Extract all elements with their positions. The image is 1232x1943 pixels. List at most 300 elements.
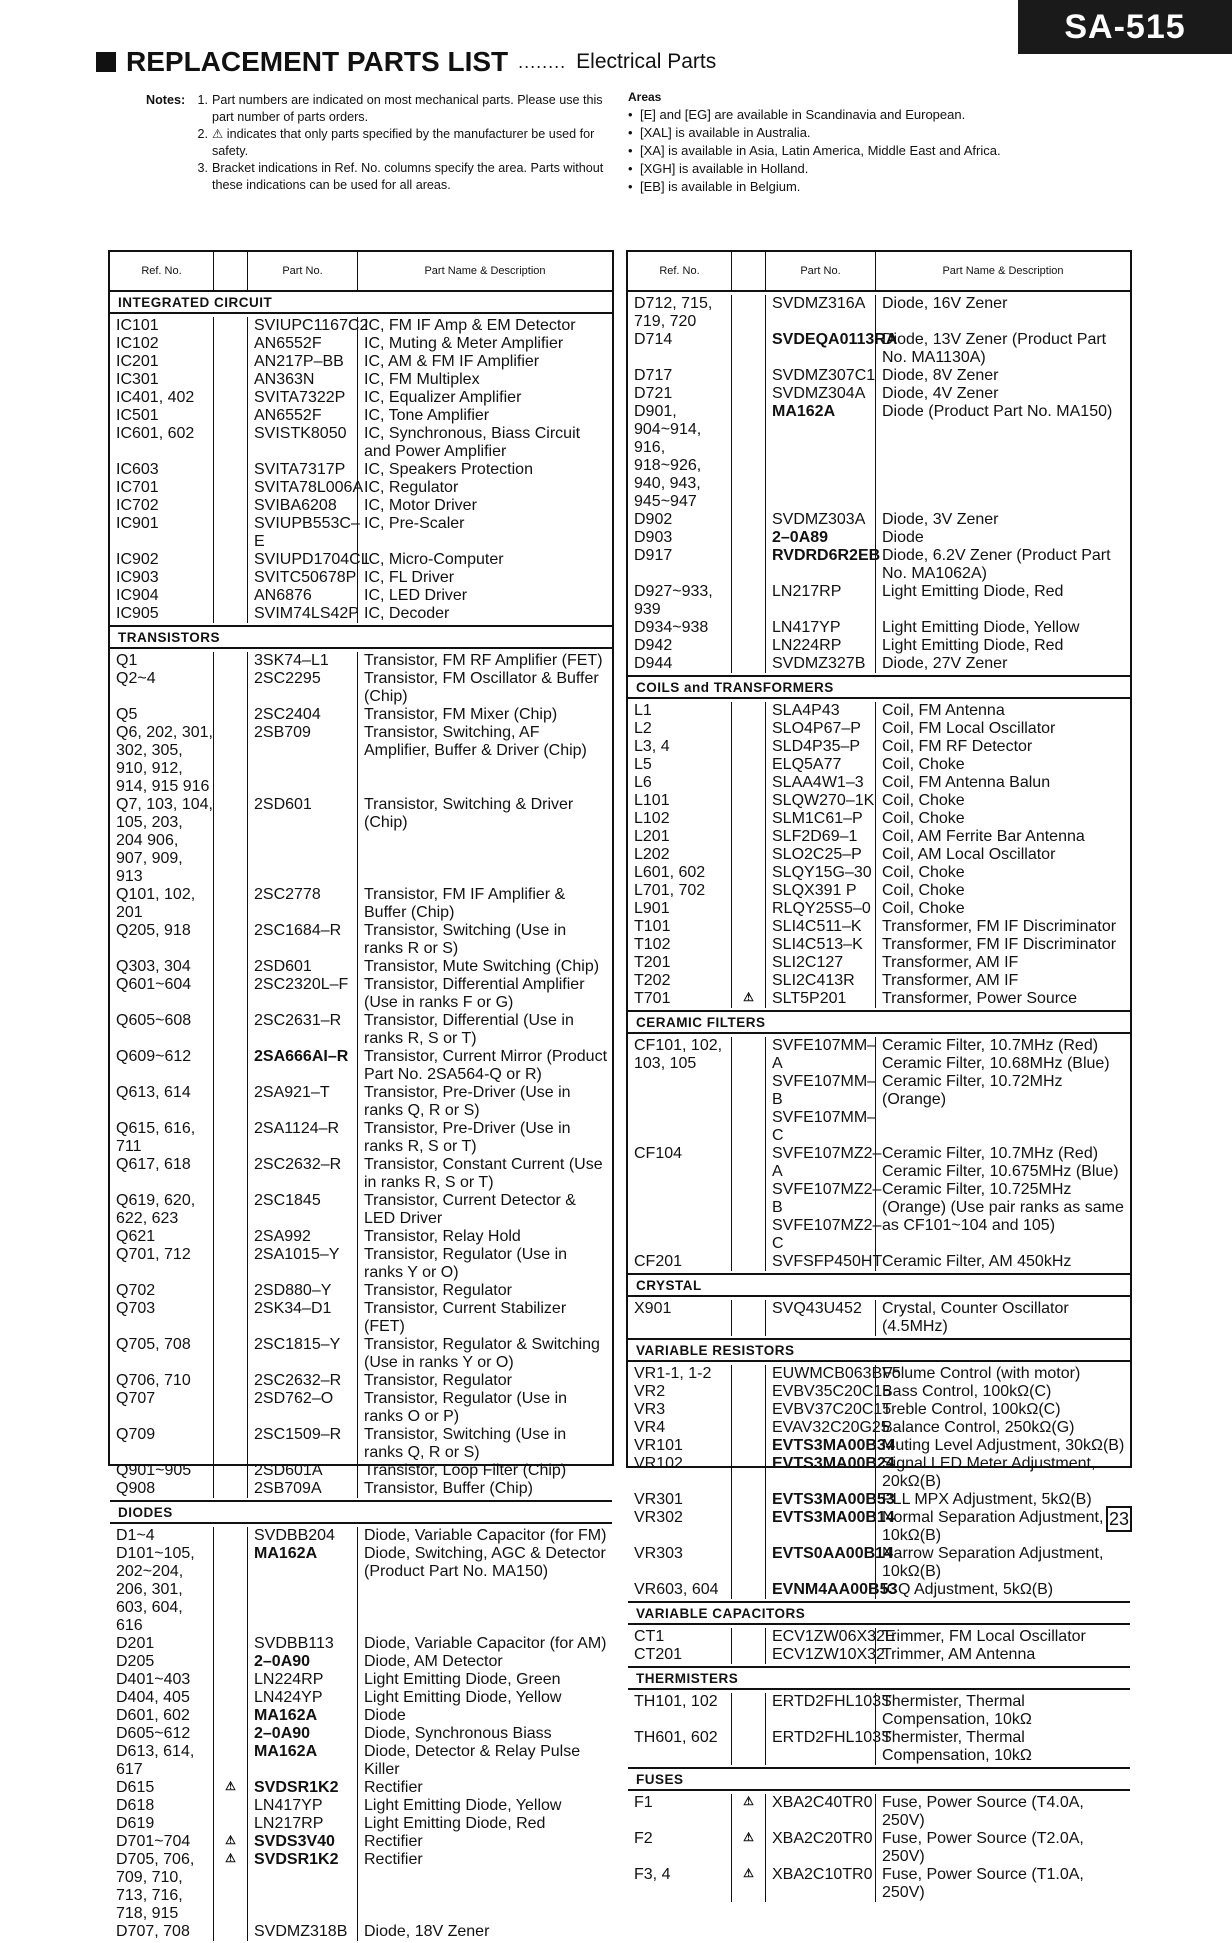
table-row — [628, 1437, 1130, 1455]
part-description: Transistor, Differential (Use in ranks R, S or T) — [364, 1012, 574, 1047]
bullet-icon: • — [628, 125, 633, 140]
section-title: FUSES — [628, 1769, 1130, 1791]
part-no: SLQX391 P — [766, 882, 876, 900]
part-no: ERTD2FHL103S — [766, 1693, 876, 1729]
ref-no: Q1 — [110, 652, 214, 670]
part-description: Transistor, Constant Current (Use in ranks R, S or T) — [364, 1156, 603, 1191]
part-description: Light Emitting Diode, Yellow — [882, 619, 1080, 636]
part-description: Transistor, Mute Switching (Chip) — [364, 958, 600, 975]
part-description: Light Emitting Diode, Red — [882, 583, 1064, 600]
part-no: XBA2C10TR0 — [766, 1866, 876, 1902]
ref-no: IC102 — [110, 335, 214, 353]
ref-no: CF201 — [628, 1253, 732, 1271]
title-dots: ........ — [518, 51, 567, 72]
mark-cell — [214, 1545, 248, 1635]
part-no: EVTS3MA00B14 — [766, 1509, 876, 1545]
mark-cell — [732, 756, 766, 774]
part-description: Diode, 8V Zener — [882, 367, 999, 384]
mark-cell — [214, 1300, 248, 1336]
part-description: Bass Control, 100kΩ(C) — [882, 1383, 1052, 1400]
part-description: Diode — [364, 1707, 406, 1724]
table-row — [628, 331, 1130, 367]
part-no: 2SC2632–R — [248, 1156, 358, 1192]
ref-no: IC904 — [110, 587, 214, 605]
note-number: 2. — [197, 127, 208, 141]
mark-cell — [214, 1462, 248, 1480]
table-row — [110, 1707, 612, 1725]
part-description: Transistor, Loop Filter (Chip) — [364, 1462, 567, 1479]
part-description: Coil, Choke — [882, 810, 965, 827]
mark-cell — [214, 1797, 248, 1815]
part-description: Transistor, Relay Hold — [364, 1228, 521, 1245]
part-no: SVITA7317P — [248, 461, 358, 479]
mark-cell — [214, 796, 248, 886]
bullet-icon: • — [628, 179, 633, 194]
part-description: Trimmer, AM Antenna — [882, 1646, 1036, 1663]
part-no: EVBV35C20C15 — [766, 1383, 876, 1401]
section-body — [628, 292, 1130, 677]
table-row — [628, 1545, 1130, 1581]
mark-cell — [732, 1037, 766, 1145]
ref-no: L202 — [628, 846, 732, 864]
ref-no: Q901~905 — [110, 1462, 214, 1480]
part-description: IC, Speakers Protection — [364, 461, 533, 478]
table-row — [628, 511, 1130, 529]
part-no: 2SC2632–R — [248, 1372, 358, 1390]
mark-cell — [732, 583, 766, 619]
note-item — [146, 160, 606, 194]
part-no: SLI2C127 — [766, 954, 876, 972]
ref-no: D714 — [628, 331, 732, 367]
section-body — [628, 1362, 1130, 1603]
part-description: Transistor, Current Detector & LED Driver — [364, 1192, 576, 1227]
part-description: Transistor, Switching & Driver (Chip) — [364, 796, 574, 831]
part-no: SLAA4W1–3 — [766, 774, 876, 792]
table-row — [110, 1120, 612, 1156]
part-no: SVDMZ307C1 — [766, 367, 876, 385]
ref-no: Q709 — [110, 1426, 214, 1462]
part-description: IC, FM IF Amp & EM Detector — [364, 317, 576, 334]
mark-cell — [214, 1372, 248, 1390]
ref-no: L701, 702 — [628, 882, 732, 900]
ref-no: L601, 602 — [628, 864, 732, 882]
note-item — [146, 126, 606, 160]
part-description: Coil, FM Antenna Balun — [882, 774, 1051, 791]
part-description: IC, FL Driver — [364, 569, 455, 586]
part-description: Ceramic Filter, AM 450kHz — [882, 1253, 1072, 1270]
part-description: IC, Regulator — [364, 479, 459, 496]
mark-cell — [214, 1653, 248, 1671]
mark-cell — [214, 605, 248, 623]
part-no: 2SC2631–R — [248, 1012, 358, 1048]
table-row — [110, 1480, 612, 1498]
section-title: TRANSISTORS — [110, 627, 612, 649]
section-title: CRYSTAL — [628, 1275, 1130, 1297]
part-description: Crystal, Counter Oscillator (4.5MHz) — [882, 1300, 1069, 1335]
table-row — [628, 655, 1130, 673]
part-description: Rectifier — [364, 1779, 423, 1796]
part-no: SVFE107MZ2–A SVFE107MZ2–B SVFE107MZ2–C — [766, 1145, 876, 1253]
part-description: Transistor, Regulator — [364, 1282, 512, 1299]
mark-cell — [732, 936, 766, 954]
mark-cell — [732, 511, 766, 529]
mark-cell — [214, 587, 248, 605]
safety-warning-icon: ⚠ — [214, 1779, 248, 1797]
ref-no: D902 — [628, 511, 732, 529]
mark-cell — [214, 1689, 248, 1707]
part-no: SLD4P35–P — [766, 738, 876, 756]
part-no: 3SK74–L1 — [248, 652, 358, 670]
section-body — [110, 1524, 612, 1943]
part-description: Volume Control (with motor) — [882, 1365, 1081, 1382]
ref-no: Q605~608 — [110, 1012, 214, 1048]
part-description: IC, Motor Driver — [364, 497, 477, 514]
mark-cell — [732, 1365, 766, 1383]
part-no: SVDBB113 — [248, 1635, 358, 1653]
part-no: SVDEQA0113RA — [766, 331, 876, 367]
ref-no: IC905 — [110, 605, 214, 623]
ref-no: L201 — [628, 828, 732, 846]
table-row — [110, 479, 612, 497]
part-no: SVIBA6208 — [248, 497, 358, 515]
part-no: 2SD762–O — [248, 1390, 358, 1426]
table-row — [110, 605, 612, 623]
table-row — [628, 295, 1130, 331]
part-no: SLQW270–1K — [766, 792, 876, 810]
part-description: Diode, 6.2V Zener (Product Part No. MA1062A) — [882, 547, 1111, 582]
part-description: Diode, AM Detector — [364, 1653, 503, 1670]
part-description: Coil, FM RF Detector — [882, 738, 1033, 755]
part-no: SVIUPB553C–E — [248, 515, 358, 551]
part-description: Coil, Choke — [882, 792, 965, 809]
part-no: EVAV32C20G25 — [766, 1419, 876, 1437]
part-no: SVIM74LS42P — [248, 605, 358, 623]
ref-no: Q303, 304 — [110, 958, 214, 976]
table-row — [628, 990, 1130, 1008]
table-row — [628, 1646, 1130, 1664]
ref-no: D201 — [110, 1635, 214, 1653]
mark-cell — [732, 774, 766, 792]
ref-no: L901 — [628, 900, 732, 918]
model-number: SA-515 — [1018, 0, 1232, 54]
part-no: 2SD880–Y — [248, 1282, 358, 1300]
part-description: Treble Control, 100kΩ(C) — [882, 1401, 1061, 1418]
ref-no: D401~403 — [110, 1671, 214, 1689]
table-row — [110, 670, 612, 706]
ref-no: IC401, 402 — [110, 389, 214, 407]
part-no: SVIUPC1167C2 — [248, 317, 358, 335]
table-row — [110, 371, 612, 389]
mark-cell — [214, 976, 248, 1012]
table-row — [110, 976, 612, 1012]
section-body — [628, 699, 1130, 1012]
part-no: SVITA78L006A — [248, 479, 358, 497]
part-no: EVNM4AA00B53 — [766, 1581, 876, 1599]
mark-cell — [214, 1120, 248, 1156]
part-description: IC, Decoder — [364, 605, 450, 622]
part-description: Transformer, AM IF — [882, 954, 1019, 971]
table-row — [628, 846, 1130, 864]
area-text: [XAL] is available in Australia. — [640, 125, 811, 140]
part-no: SVIUPD1704CL — [248, 551, 358, 569]
safety-warning-icon: ⚠ — [214, 1833, 248, 1851]
area-text: [XA] is available in Asia, Latin America, Middle East and Africa. — [640, 143, 1001, 158]
mark-cell — [214, 1336, 248, 1372]
ref-no: L2 — [628, 720, 732, 738]
table-row — [110, 1426, 612, 1462]
part-no: SLT5P201 — [766, 990, 876, 1008]
part-no: 2–0A89 — [766, 529, 876, 547]
part-no: XBA2C40TR0 — [766, 1794, 876, 1830]
part-no: SVDMZ327B — [766, 655, 876, 673]
ref-no: VR2 — [628, 1383, 732, 1401]
mark-cell — [214, 551, 248, 569]
ref-no: D721 — [628, 385, 732, 403]
part-description: ICQ Adjustment, 5kΩ(B) — [882, 1581, 1054, 1598]
mark-cell — [732, 1145, 766, 1253]
table-row — [110, 407, 612, 425]
ref-no: D917 — [628, 547, 732, 583]
part-no: MA162A — [248, 1743, 358, 1779]
area-text: [EB] is available in Belgium. — [640, 179, 801, 194]
ref-no: VR603, 604 — [628, 1581, 732, 1599]
part-no: MA162A — [248, 1545, 358, 1635]
ref-no: F2 — [628, 1830, 732, 1866]
notes-block — [146, 92, 606, 194]
part-description: Ceramic Filter, 10.7MHz (Red) Ceramic Filter, 10.675MHz (Blue) Ceramic Filter, 10.725MHz (Orange) (Use pair ranks as same as CF101~104 and 105) — [882, 1145, 1124, 1234]
table-row — [628, 702, 1130, 720]
area-item — [628, 178, 1068, 196]
table-row — [628, 547, 1130, 583]
table-row — [628, 1628, 1130, 1646]
part-no: 2SA921–T — [248, 1084, 358, 1120]
mark-cell — [732, 637, 766, 655]
mark-cell — [214, 461, 248, 479]
ref-no: Q5 — [110, 706, 214, 724]
ref-no: D605~612 — [110, 1725, 214, 1743]
ref-no: IC701 — [110, 479, 214, 497]
part-no: ERTD2FHL103S — [766, 1729, 876, 1765]
ref-no: Q703 — [110, 1300, 214, 1336]
ref-no: VR301 — [628, 1491, 732, 1509]
part-no: AN363N — [248, 371, 358, 389]
mark-cell — [732, 954, 766, 972]
part-description: IC, AM & FM IF Amplifier — [364, 353, 540, 370]
ref-no: D618 — [110, 1797, 214, 1815]
mark-cell — [214, 706, 248, 724]
parts-table-left — [108, 250, 614, 1940]
mark-cell — [732, 1491, 766, 1509]
part-description: IC, Pre-Scaler — [364, 515, 465, 532]
part-no: SVDBB204 — [248, 1527, 358, 1545]
part-description: IC, LED Driver — [364, 587, 468, 604]
table-row — [110, 1743, 612, 1779]
table-row — [110, 1653, 612, 1671]
table-row — [110, 1336, 612, 1372]
mark-cell — [214, 389, 248, 407]
table-row — [628, 1300, 1130, 1336]
part-description: Trimmer, FM Local Oscillator — [882, 1628, 1086, 1645]
mark-cell — [732, 1545, 766, 1581]
mark-cell — [214, 1480, 248, 1498]
part-no: RLQY25S5–0 — [766, 900, 876, 918]
mark-cell — [732, 720, 766, 738]
ref-no: Q6, 202, 301, 302, 305, 910, 912, 914, 915 916 — [110, 724, 214, 796]
ref-no: Q707 — [110, 1390, 214, 1426]
part-no: LN217RP — [248, 1815, 358, 1833]
mark-cell — [214, 335, 248, 353]
part-description: Coil, Choke — [882, 882, 965, 899]
ref-no: X901 — [628, 1300, 732, 1336]
ref-no: D205 — [110, 1653, 214, 1671]
table-row — [110, 1923, 612, 1941]
part-description: Thermister, Thermal Compensation, 10kΩ — [882, 1729, 1032, 1764]
mark-cell — [732, 295, 766, 331]
ref-no: VR302 — [628, 1509, 732, 1545]
table-row — [628, 385, 1130, 403]
part-no: 2SB709 — [248, 724, 358, 796]
mark-cell — [732, 810, 766, 828]
part-no: MA162A — [766, 403, 876, 511]
ref-no: L6 — [628, 774, 732, 792]
table-row — [628, 936, 1130, 954]
area-text: [XGH] is available in Holland. — [640, 161, 809, 176]
mark-cell — [732, 1401, 766, 1419]
table-row — [628, 583, 1130, 619]
table-row — [110, 886, 612, 922]
ref-no: D701~704 — [110, 1833, 214, 1851]
mark-cell — [732, 529, 766, 547]
part-description: Narrow Separation Adjustment, 10kΩ(B) — [882, 1545, 1104, 1580]
part-description: Ceramic Filter, 10.7MHz (Red) Ceramic Filter, 10.68MHz (Blue) Ceramic Filter, 10.72MHz (Orange) — [882, 1037, 1110, 1108]
part-description: Diode, Variable Capacitor (for FM) — [364, 1527, 607, 1544]
table-row — [628, 1581, 1130, 1599]
part-no: SLQY15G–30 — [766, 864, 876, 882]
table-row — [110, 335, 612, 353]
part-no: SVDMZ318B — [248, 1923, 358, 1941]
part-description: Fuse, Power Source (T1.0A, 250V) — [882, 1866, 1084, 1901]
part-no: SVITA7322P — [248, 389, 358, 407]
table-row — [110, 796, 612, 886]
mark-cell — [214, 407, 248, 425]
mark-cell — [732, 846, 766, 864]
mark-cell — [214, 1246, 248, 1282]
note-number: 1. — [197, 93, 208, 107]
part-description: Diode, 4V Zener — [882, 385, 999, 402]
ref-no: Q705, 708 — [110, 1336, 214, 1372]
part-description: Balance Control, 250kΩ(G) — [882, 1419, 1075, 1436]
ref-no: L3, 4 — [628, 738, 732, 756]
part-no: LN417YP — [766, 619, 876, 637]
part-description: Transistor, Switching (Use in ranks Q, R or S) — [364, 1426, 567, 1461]
ref-no: L101 — [628, 792, 732, 810]
part-no: 2SD601 — [248, 958, 358, 976]
mark-cell — [732, 385, 766, 403]
part-description: Thermister, Thermal Compensation, 10kΩ — [882, 1693, 1032, 1728]
section-title: THERMISTERS — [628, 1668, 1130, 1690]
col-ref-header: Ref. No. — [628, 252, 732, 290]
ref-no: IC201 — [110, 353, 214, 371]
section-body — [628, 1690, 1130, 1769]
col-ref-header: Ref. No. — [110, 252, 214, 290]
section-body — [628, 1625, 1130, 1668]
mark-cell — [732, 864, 766, 882]
part-description: IC, Equalizer Amplifier — [364, 389, 522, 406]
mark-cell — [732, 1419, 766, 1437]
table-row — [110, 1635, 612, 1653]
note-item — [146, 92, 606, 126]
part-no: EVTS3MA00B53 — [766, 1491, 876, 1509]
ref-no: T201 — [628, 954, 732, 972]
ref-no: D934~938 — [628, 619, 732, 637]
ref-no: VR101 — [628, 1437, 732, 1455]
part-no: SLI4C513–K — [766, 936, 876, 954]
part-description: Light Emitting Diode, Yellow — [364, 1689, 562, 1706]
note-number: 3. — [197, 161, 208, 175]
part-no: SVDMZ304A — [766, 385, 876, 403]
table-header — [628, 252, 1130, 292]
ref-no: Q101, 102, 201 — [110, 886, 214, 922]
ref-no: D615 — [110, 1779, 214, 1797]
part-no: MA162A — [248, 1707, 358, 1725]
part-description: Transistor, Switching (Use in ranks R or S) — [364, 922, 567, 957]
ref-no: Q615, 616, 711 — [110, 1120, 214, 1156]
table-row — [110, 1192, 612, 1228]
table-row — [110, 353, 612, 371]
part-description: Rectifier — [364, 1851, 423, 1868]
mark-cell — [214, 425, 248, 461]
ref-no: VR3 — [628, 1401, 732, 1419]
part-description: Diode — [882, 529, 924, 546]
ref-no: Q617, 618 — [110, 1156, 214, 1192]
table-row — [110, 1833, 612, 1851]
mark-cell — [214, 1012, 248, 1048]
mark-cell — [732, 1383, 766, 1401]
ref-no: D101~105, 202~204, 206, 301, 603, 604, 616 — [110, 1545, 214, 1635]
mark-cell — [214, 1192, 248, 1228]
part-no: LN224RP — [248, 1671, 358, 1689]
part-description: Transistor, FM RF Amplifier (FET) — [364, 652, 603, 669]
part-no: SVITC50678P — [248, 569, 358, 587]
table-row — [628, 529, 1130, 547]
ref-no: T101 — [628, 918, 732, 936]
section-title: DIODES — [110, 1502, 612, 1524]
table-row — [110, 1797, 612, 1815]
table-row — [628, 1794, 1130, 1830]
mark-cell — [214, 1048, 248, 1084]
ref-no: IC903 — [110, 569, 214, 587]
mark-cell — [214, 1084, 248, 1120]
table-row — [628, 774, 1130, 792]
part-no: 2SC1845 — [248, 1192, 358, 1228]
col-mark-header — [732, 252, 766, 290]
ref-no: D601, 602 — [110, 1707, 214, 1725]
mark-cell — [214, 1635, 248, 1653]
table-row — [628, 619, 1130, 637]
table-row — [110, 652, 612, 670]
safety-warning-icon: ⚠ — [732, 1794, 766, 1830]
bullet-icon: • — [628, 161, 633, 176]
part-no: SVQ43U452 — [766, 1300, 876, 1336]
mark-cell — [214, 922, 248, 958]
part-description: Diode, 13V Zener (Product Part No. MA1130A) — [882, 331, 1107, 366]
table-row — [110, 922, 612, 958]
table-row — [628, 1830, 1130, 1866]
part-no: 2SC2320L–F — [248, 976, 358, 1012]
table-row — [110, 1779, 612, 1797]
mark-cell — [214, 353, 248, 371]
part-description: IC, Muting & Meter Amplifier — [364, 335, 564, 352]
